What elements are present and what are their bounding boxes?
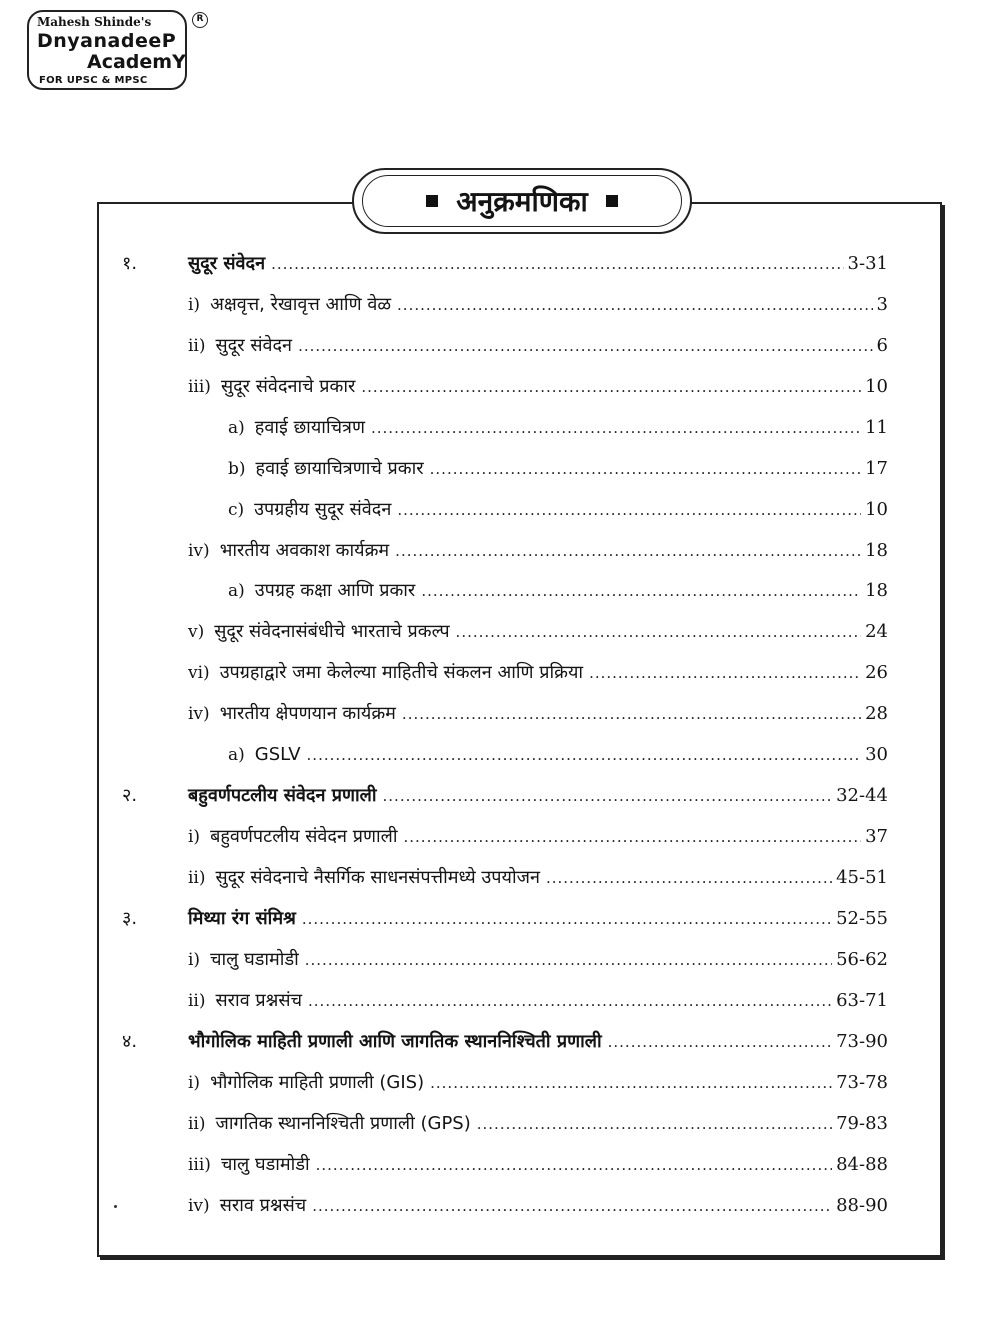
- toc-entry: [188, 247, 888, 281]
- page-number: 79-83: [836, 1113, 888, 1134]
- toc-entry: [188, 1107, 888, 1141]
- entry-prefix: iv): [188, 704, 210, 724]
- toc-entry: [188, 861, 888, 895]
- chapter-number: ४.: [122, 1031, 138, 1052]
- toc-row: [0, 1025, 1000, 1059]
- entry-prefix: a): [228, 581, 245, 601]
- toc-row: [0, 615, 1000, 649]
- dot-leader: [302, 902, 832, 936]
- page-number: 84-88: [836, 1154, 888, 1175]
- toc-row: [0, 1107, 1000, 1141]
- entry-label: उपग्रह कक्षा आणि प्रकार: [254, 580, 416, 601]
- toc-entry: [188, 902, 888, 936]
- toc-entry: [188, 534, 888, 568]
- toc-entry: [188, 697, 888, 731]
- page-number: 37: [865, 826, 888, 847]
- entry-label: सराव प्रश्नसंच: [215, 990, 303, 1011]
- chapter-number: ३.: [122, 908, 138, 929]
- entry-label: सराव प्रश्नसंच: [219, 1195, 307, 1216]
- page-number: 32-44: [836, 785, 888, 806]
- toc-entry: [188, 984, 888, 1018]
- title-pill: [362, 175, 682, 227]
- entry-text: [188, 247, 271, 281]
- registered-mark: R: [192, 12, 208, 28]
- page-number: 17: [865, 458, 888, 479]
- entry-text: [188, 1025, 608, 1059]
- toc-entry: [188, 820, 888, 854]
- dot-leader: [430, 1066, 832, 1100]
- dot-leader: [316, 1148, 832, 1182]
- entry-label: हवाई छायाचित्रण: [254, 417, 365, 438]
- toc-entry: [228, 738, 888, 772]
- entry-label: सुदूर संवेदनाचे नैसर्गिक साधनसंपत्तीमध्ये उपयोजन: [215, 867, 540, 888]
- entry-text: [188, 1066, 430, 1100]
- dot-leader: [456, 615, 862, 649]
- toc-row: [0, 493, 1000, 527]
- toc-row: [0, 247, 1000, 281]
- page-number: 63-71: [836, 990, 888, 1011]
- toc-entry: [188, 1189, 888, 1223]
- dot-leader: [477, 1107, 832, 1141]
- academy-logo: [27, 10, 187, 90]
- entry-label: बहुवर्णपटलीय संवेदन प्रणाली: [188, 785, 377, 806]
- entry-prefix: iv): [188, 1196, 210, 1216]
- toc-entry: [188, 1148, 888, 1182]
- page-number: 30: [865, 744, 888, 765]
- entry-text: [188, 1107, 477, 1141]
- dot-leader: [298, 329, 872, 363]
- toc-entry: [188, 656, 888, 690]
- page-number: 6: [876, 335, 888, 356]
- dot-leader: [397, 493, 861, 527]
- dot-leader: [395, 534, 861, 568]
- entry-text: [228, 574, 421, 608]
- entry-label: उपग्रहाद्वारे जमा केलेल्या माहितीचे संकलन आणि प्रक्रिया: [219, 662, 584, 683]
- page-number: 88-90: [836, 1195, 888, 1216]
- toc-entry: [188, 1066, 888, 1100]
- page-title: अनुक्रमणिका: [456, 185, 588, 218]
- dot-leader: [371, 411, 861, 445]
- entry-prefix: a): [228, 418, 245, 438]
- toc-entry: [188, 615, 888, 649]
- entry-prefix: i): [188, 1073, 201, 1093]
- entry-label: अक्षवृत्त, रेखावृत्त आणि वेळ: [210, 294, 392, 315]
- page-number: 3: [876, 294, 888, 315]
- page-number: 73-90: [836, 1031, 888, 1052]
- dot-leader: [404, 820, 862, 854]
- page-number: 18: [865, 540, 888, 561]
- entry-label: भारतीय अवकाश कार्यक्रम: [219, 540, 390, 561]
- entry-text: [188, 534, 395, 568]
- toc-entry: [188, 370, 888, 404]
- entry-label: भौगोलिक माहिती प्रणाली आणि जागतिक स्थाननिश्चिती प्रणाली: [188, 1031, 602, 1052]
- dot-leader: [312, 1189, 832, 1223]
- entry-prefix: ii): [188, 336, 206, 356]
- entry-prefix: i): [188, 827, 201, 847]
- toc-row: [0, 1189, 1000, 1223]
- toc-entry: [188, 288, 888, 322]
- toc-entry: [228, 493, 888, 527]
- page-number: 3-31: [847, 253, 888, 274]
- entry-text: [188, 861, 546, 895]
- entry-label: उपग्रहीय सुदूर संवेदन: [254, 499, 392, 520]
- entry-text: [228, 452, 430, 486]
- entry-label: बहुवर्णपटलीय संवेदन प्रणाली: [210, 826, 398, 847]
- dot-leader: [308, 984, 832, 1018]
- logo-line-owner: Mahesh Shinde's: [37, 15, 152, 29]
- dot-leader: [305, 943, 832, 977]
- entry-label: चालु घडामोडी: [220, 1154, 310, 1175]
- dot-leader: [361, 370, 861, 404]
- dot-leader: [608, 1025, 832, 1059]
- page-number: 52-55: [836, 908, 888, 929]
- entry-label: सुदूर संवेदनासंबंधीचे भारताचे प्रकल्प: [214, 621, 450, 642]
- entry-label: GSLV: [254, 744, 301, 765]
- entry-label: भारतीय क्षेपणयान कार्यक्रम: [219, 703, 396, 724]
- page-number: 45-51: [836, 867, 888, 888]
- toc-row: [0, 452, 1000, 486]
- toc-row: [0, 984, 1000, 1018]
- entry-prefix: ii): [188, 868, 206, 888]
- entry-label: सुदूर संवेदन: [215, 335, 293, 356]
- page-number: 10: [865, 499, 888, 520]
- page-number: 26: [865, 662, 888, 683]
- entry-text: [188, 370, 361, 404]
- entry-prefix: iv): [188, 541, 210, 561]
- toc-row: [0, 943, 1000, 977]
- toc-row: [0, 820, 1000, 854]
- toc-row: [0, 861, 1000, 895]
- entry-text: [188, 984, 308, 1018]
- entry-label: सुदूर संवेदनाचे प्रकार: [220, 376, 356, 397]
- entry-prefix: i): [188, 950, 201, 970]
- entry-prefix: vi): [188, 663, 210, 683]
- toc-entry: [228, 411, 888, 445]
- page-number: 18: [865, 580, 888, 601]
- page-number: 56-62: [836, 949, 888, 970]
- entry-text: [188, 615, 456, 649]
- dot-leader: [589, 656, 861, 690]
- entry-label: हवाई छायाचित्रणाचे प्रकार: [255, 458, 424, 479]
- toc-entry: [188, 943, 888, 977]
- entry-prefix: iii): [188, 377, 211, 397]
- toc-row: [0, 697, 1000, 731]
- logo-line-academy: AcademY: [87, 51, 186, 73]
- entry-text: [188, 779, 383, 813]
- page-number: 24: [865, 621, 888, 642]
- entry-text: [188, 656, 589, 690]
- entry-prefix: ii): [188, 1114, 206, 1134]
- toc-row: [0, 902, 1000, 936]
- dot-leader: [430, 452, 861, 486]
- entry-text: [188, 697, 402, 731]
- entry-label: जागतिक स्थाननिश्चिती प्रणाली (GPS): [215, 1113, 471, 1134]
- entry-text: [188, 288, 397, 322]
- logo-line-name: DnyanadeeP: [37, 30, 177, 52]
- entry-prefix: v): [188, 622, 205, 642]
- stray-dot: [114, 1205, 117, 1208]
- chapter-number: १.: [122, 253, 138, 274]
- toc-entry: [188, 1025, 888, 1059]
- toc-row: [0, 656, 1000, 690]
- toc-row: [0, 1148, 1000, 1182]
- page-number: 73-78: [836, 1072, 888, 1093]
- entry-text: [188, 329, 298, 363]
- page-number: 28: [865, 703, 888, 724]
- dot-leader: [421, 574, 861, 608]
- dot-leader: [546, 861, 832, 895]
- toc-entry: [228, 574, 888, 608]
- entry-text: [228, 493, 397, 527]
- entry-text: [228, 738, 307, 772]
- toc-entry: [188, 329, 888, 363]
- toc-row: [0, 288, 1000, 322]
- toc-entry: [228, 452, 888, 486]
- toc-entry: [188, 779, 888, 813]
- entry-text: [188, 1189, 312, 1223]
- entry-prefix: ii): [188, 991, 206, 1011]
- toc-row: [0, 779, 1000, 813]
- square-bullet-icon: [426, 195, 438, 207]
- toc-row: [0, 738, 1000, 772]
- logo-line-tagline: FOR UPSC & MPSC: [39, 75, 148, 86]
- entry-label: मिथ्या रंग संमिश्र: [188, 908, 296, 929]
- dot-leader: [271, 247, 843, 281]
- toc-row: [0, 1066, 1000, 1100]
- entry-prefix: b): [228, 459, 246, 479]
- entry-prefix: a): [228, 745, 245, 765]
- entry-label: सुदूर संवेदन: [188, 253, 266, 274]
- page-number: 11: [865, 417, 888, 438]
- entry-text: [188, 902, 302, 936]
- entry-prefix: c): [228, 500, 245, 520]
- chapter-number: २.: [122, 785, 138, 806]
- entry-label: चालु घडामोडी: [210, 949, 299, 970]
- dot-leader: [397, 288, 873, 322]
- entry-text: [228, 411, 371, 445]
- entry-text: [188, 1148, 316, 1182]
- entry-prefix: iii): [188, 1155, 211, 1175]
- dot-leader: [383, 779, 833, 813]
- entry-text: [188, 943, 305, 977]
- dot-leader: [402, 697, 861, 731]
- entry-label: भौगोलिक माहिती प्रणाली (GIS): [210, 1072, 425, 1093]
- toc-row: [0, 411, 1000, 445]
- entry-text: [188, 820, 404, 854]
- dot-leader: [307, 738, 862, 772]
- toc-row: [0, 329, 1000, 363]
- page-number: 10: [865, 376, 888, 397]
- toc-row: [0, 370, 1000, 404]
- toc-row: [0, 574, 1000, 608]
- entry-prefix: i): [188, 295, 201, 315]
- square-bullet-icon: [606, 195, 618, 207]
- toc-row: [0, 534, 1000, 568]
